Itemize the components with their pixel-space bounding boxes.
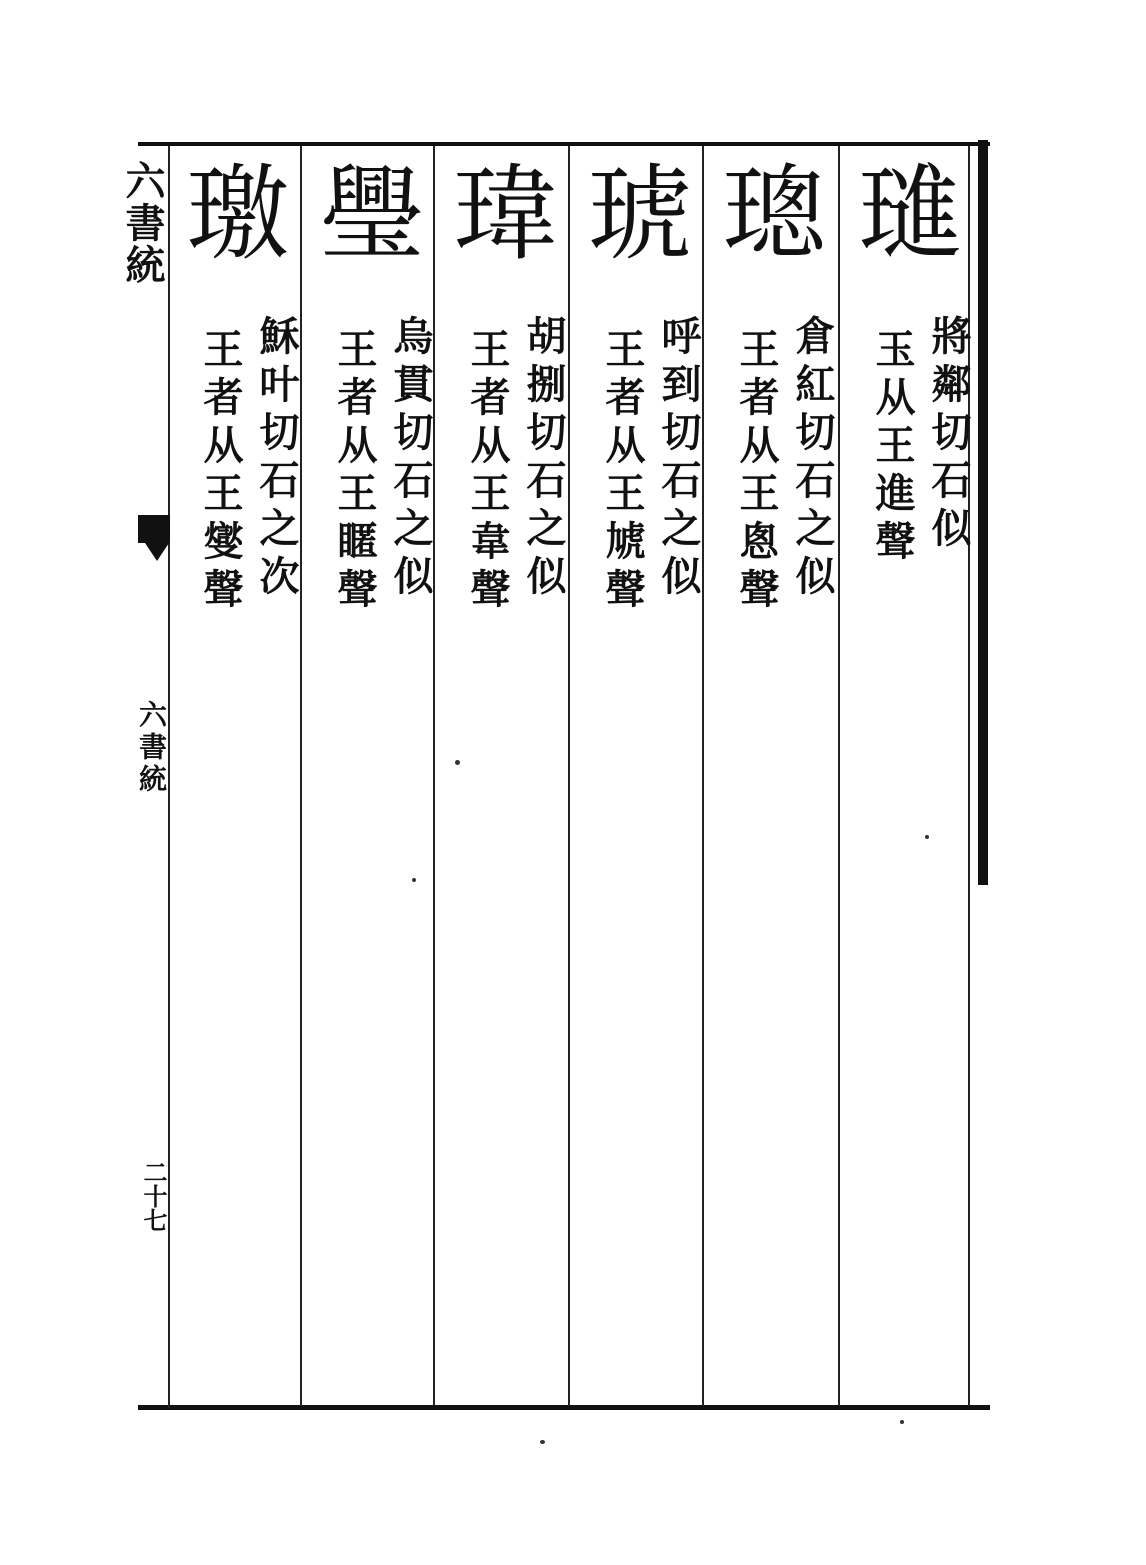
- column-rule: [300, 146, 302, 1406]
- folio-number: 二十七: [139, 1160, 168, 1232]
- gloss-line-2: 玉从王進聲: [869, 328, 915, 568]
- column-rule: [702, 146, 704, 1406]
- seal-character: 瑋: [452, 153, 553, 275]
- margin-section-title: 六書統: [135, 700, 168, 796]
- gloss-line-2: 王者从王虓聲: [599, 328, 645, 616]
- entry-column-4: [437, 150, 567, 1400]
- gloss-line-1: 倉紅切石之似: [789, 315, 835, 603]
- entry-column-2: [706, 150, 836, 1400]
- scan-speck: [900, 1420, 904, 1424]
- entry-column-3: [572, 150, 702, 1400]
- gloss-line-1: 呼到切石之似: [655, 315, 701, 603]
- entry-column-1: [842, 150, 972, 1400]
- scan-speck: [455, 760, 460, 765]
- entry-column-5: [304, 150, 434, 1400]
- fish-tail-notch: [145, 543, 169, 561]
- gloss-line-1: 將鄰切石似: [925, 315, 971, 555]
- scan-speck: [412, 878, 416, 882]
- scan-speck: [540, 1440, 545, 1444]
- seal-character: 琥: [587, 153, 688, 275]
- column-rule: [568, 146, 570, 1406]
- gloss-line-1: 烏貫切石之似: [387, 315, 433, 603]
- margin-book-title: 六書統: [119, 160, 166, 286]
- gloss-line-1: 穌叶切石之次: [253, 315, 299, 603]
- fish-tail-mark: [138, 515, 170, 543]
- frame-top-border: [138, 142, 990, 146]
- gloss-line-2: 王者从王悤聲: [733, 328, 779, 616]
- seal-character: 璺: [319, 153, 420, 275]
- gloss-line-2: 王者从王韋聲: [464, 328, 510, 616]
- seal-character: 璁: [721, 153, 822, 275]
- scan-speck: [925, 835, 929, 839]
- gloss-line-2: 王者从王䁥聲: [331, 328, 377, 616]
- gloss-line-2: 王者从王燮聲: [197, 328, 243, 616]
- gloss-line-1: 胡捌切石之似: [520, 315, 566, 603]
- seal-character: 璡: [857, 153, 958, 275]
- frame-bottom-border: [138, 1405, 990, 1410]
- frame-right-border: [978, 140, 988, 885]
- column-rule: [838, 146, 840, 1406]
- seal-character: 璬: [185, 153, 286, 275]
- entry-column-6: [170, 150, 300, 1400]
